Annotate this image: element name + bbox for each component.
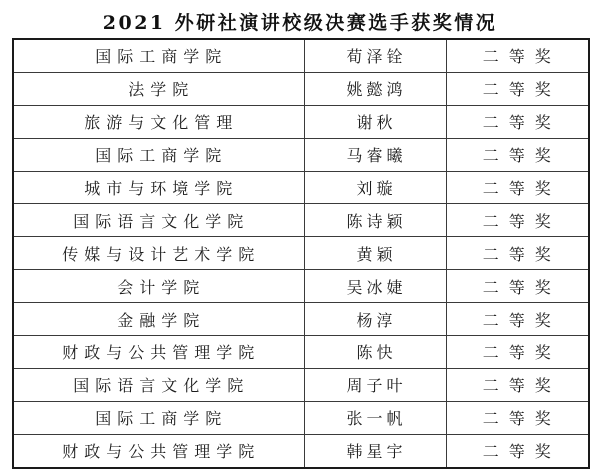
award-cell: 二等奖 (446, 303, 589, 336)
name-cell: 吴冰婕 (304, 270, 446, 303)
name-cell: 张一帆 (304, 401, 446, 434)
award-cell: 二等奖 (446, 434, 589, 467)
table-row (13, 303, 589, 336)
table-row (13, 105, 589, 138)
award-cell: 二等奖 (446, 72, 589, 105)
award-cell: 二等奖 (446, 368, 589, 401)
award-cell: 二等奖 (446, 171, 589, 204)
table-row (13, 237, 589, 270)
table-row (13, 138, 589, 171)
name-cell: 荀泽铨 (304, 39, 446, 72)
college-cell: 国际工商学院 (13, 138, 304, 171)
name-cell: 姚懿鸿 (304, 72, 446, 105)
college-cell: 传媒与设计艺术学院 (13, 237, 304, 270)
name-cell: 黄颖 (304, 237, 446, 270)
table-row (13, 204, 589, 237)
page-title: 2021 外研社演讲校级决赛选手获奖情况 (102, 12, 498, 34)
award-cell: 二等奖 (446, 237, 589, 270)
college-cell: 金融学院 (13, 303, 304, 336)
college-cell: 城市与环境学院 (13, 171, 304, 204)
table-row (13, 336, 589, 369)
award-cell: 二等奖 (446, 270, 589, 303)
award-cell: 二等奖 (446, 336, 589, 369)
college-cell: 国际工商学院 (13, 401, 304, 434)
table-row (13, 270, 589, 303)
table-row (13, 401, 589, 434)
table-row (13, 39, 589, 72)
college-cell: 旅游与文化管理 (13, 105, 304, 138)
awards-table (12, 38, 590, 469)
college-cell: 财政与公共管理学院 (13, 336, 304, 369)
name-cell: 韩星宇 (304, 434, 446, 467)
name-cell: 谢秋 (304, 105, 446, 138)
name-cell: 陈快 (304, 336, 446, 369)
table-row (13, 368, 589, 401)
name-cell: 马睿曦 (304, 138, 446, 171)
college-cell: 国际语言文化学院 (13, 368, 304, 401)
table-row (13, 171, 589, 204)
award-cell: 二等奖 (446, 39, 589, 72)
table-row (13, 434, 589, 467)
award-cell: 二等奖 (446, 138, 589, 171)
name-cell: 杨淳 (304, 303, 446, 336)
college-cell: 会计学院 (13, 270, 304, 303)
table-row (13, 72, 589, 105)
college-cell: 财政与公共管理学院 (13, 434, 304, 467)
name-cell: 刘璇 (304, 171, 446, 204)
award-cell: 二等奖 (446, 204, 589, 237)
college-cell: 国际语言文化学院 (13, 204, 304, 237)
name-cell: 陈诗颖 (304, 204, 446, 237)
college-cell: 国际工商学院 (13, 39, 304, 72)
award-cell: 二等奖 (446, 105, 589, 138)
college-cell: 法学院 (13, 72, 304, 105)
name-cell: 周子叶 (304, 368, 446, 401)
award-cell: 二等奖 (446, 401, 589, 434)
